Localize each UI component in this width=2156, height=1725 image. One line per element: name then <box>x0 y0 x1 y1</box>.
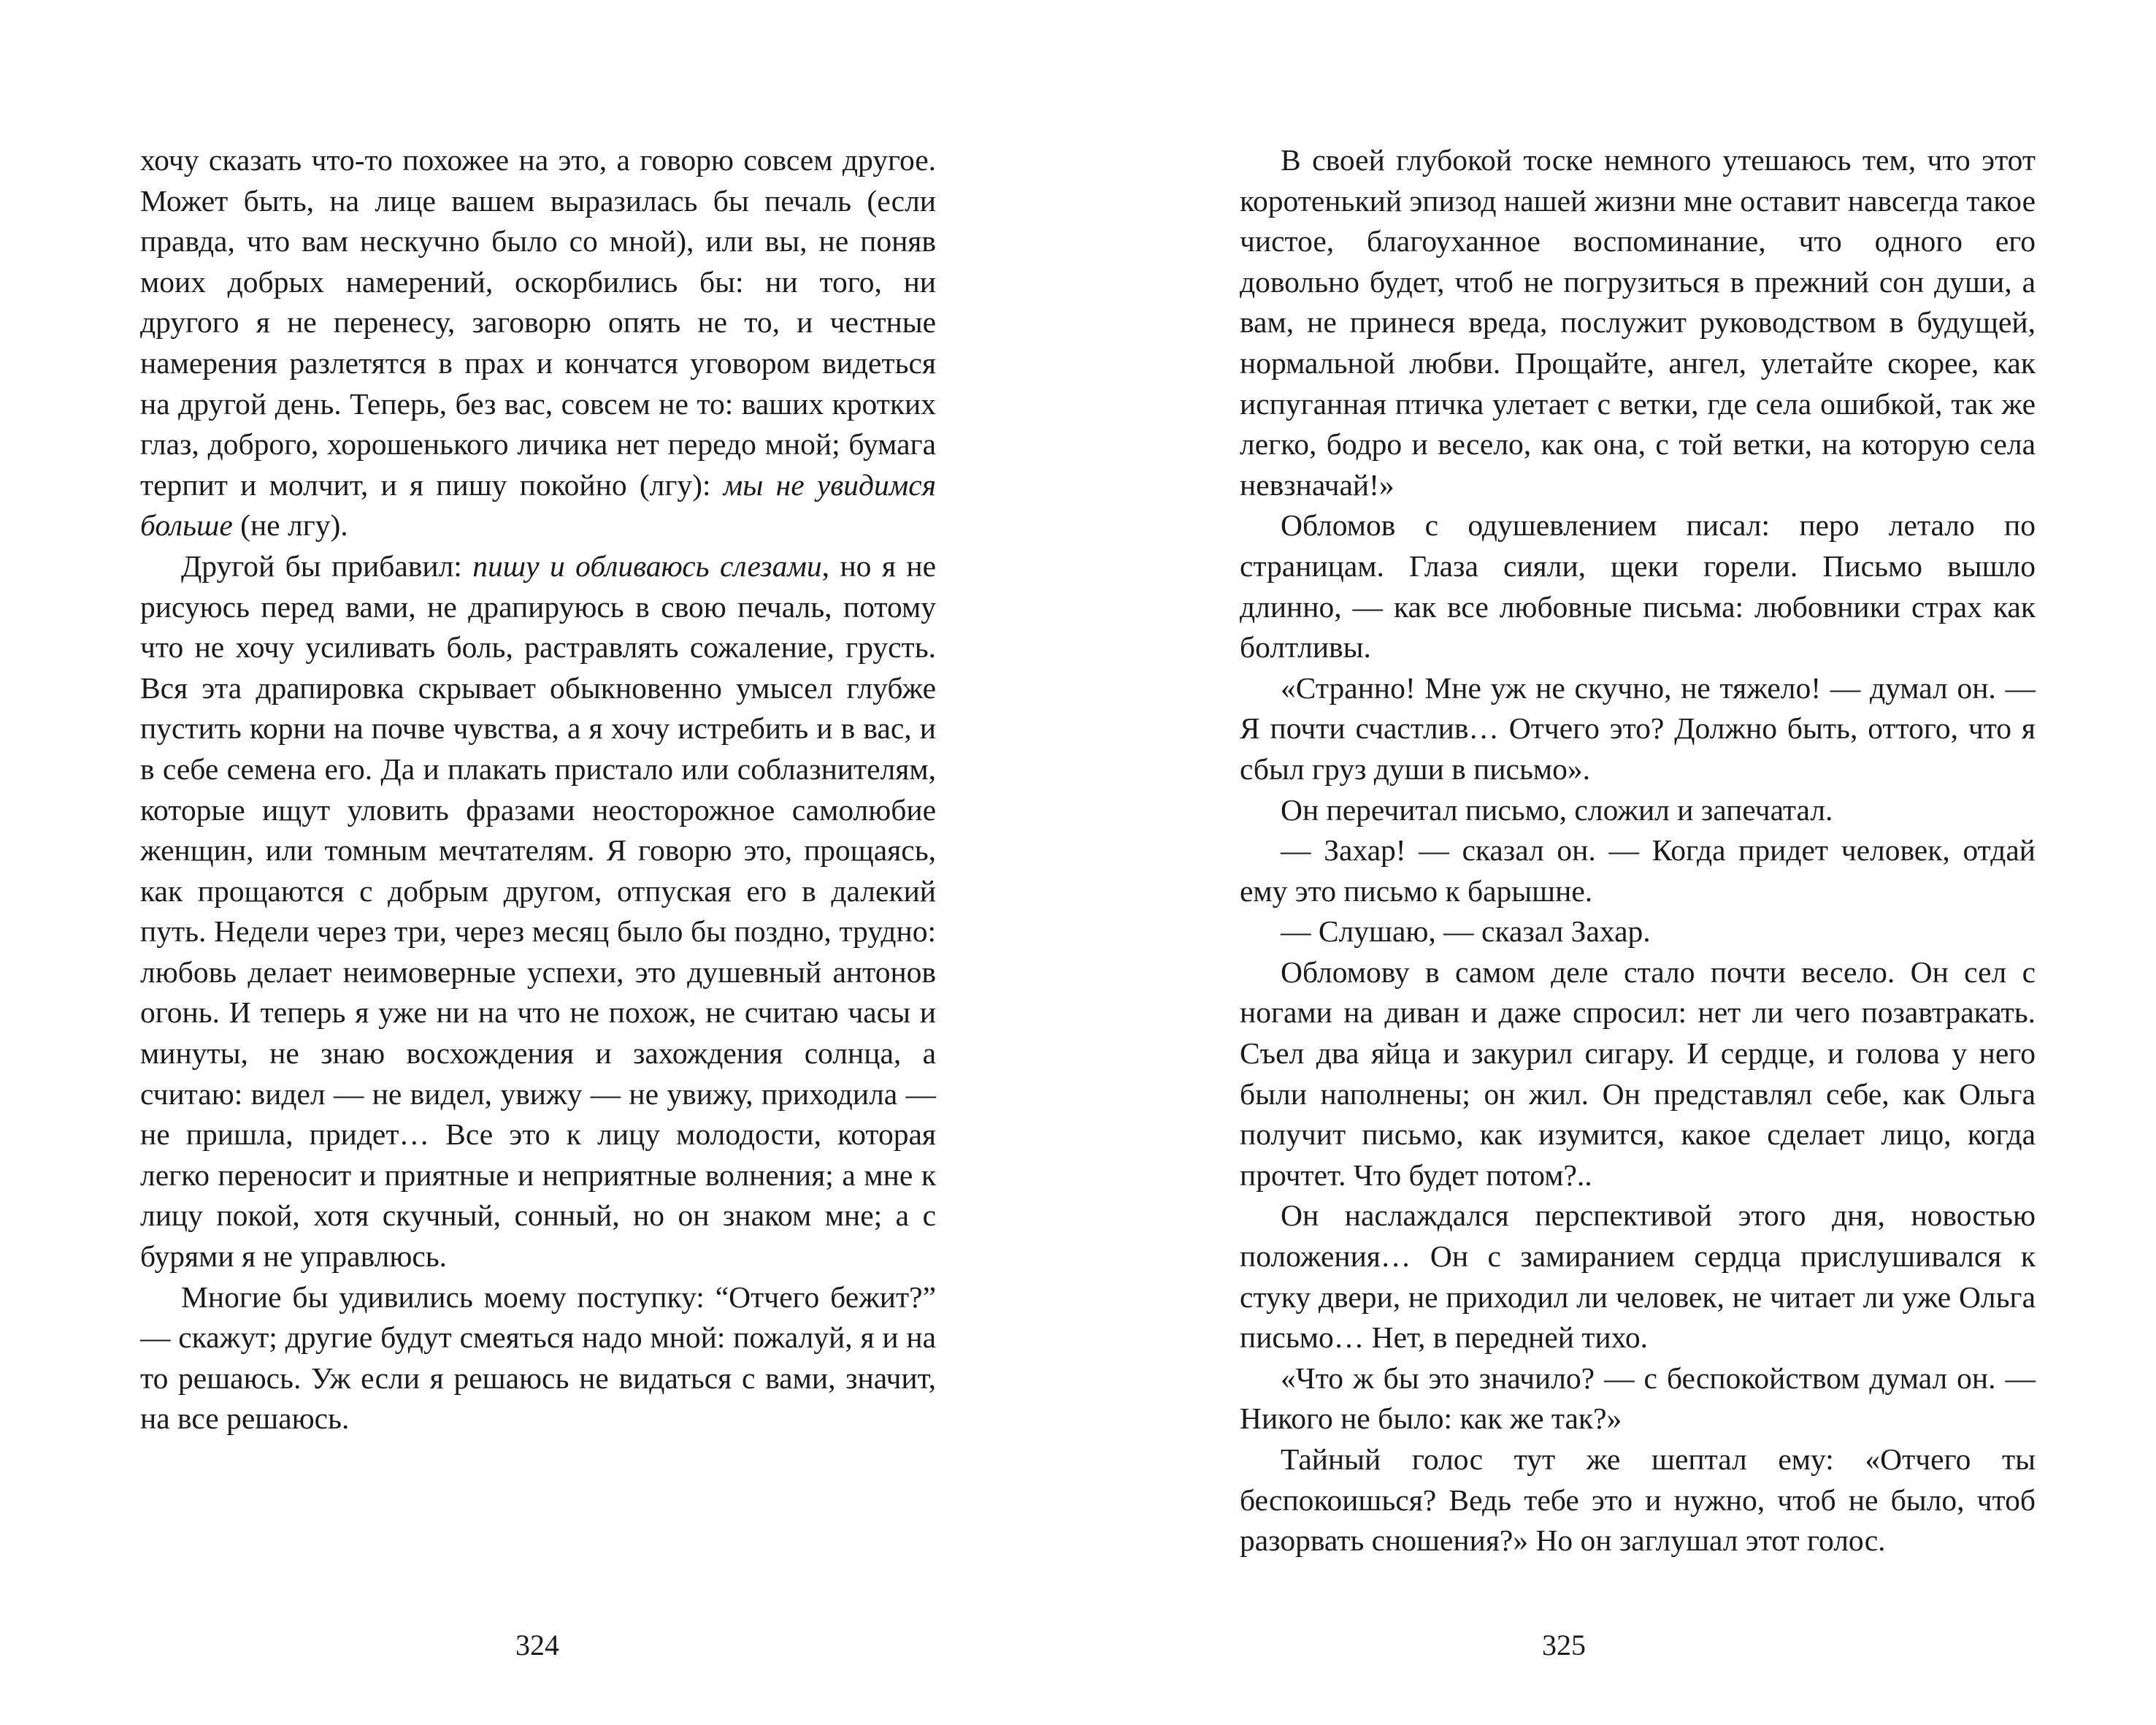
right-paragraph-3: «Странно! Мне уж не скучно, не тяжело! — думал он. — Я почти счастлив… Отчего это? Должно быть, оттого, что я сбыл груз души в письмо». <box>1240 670 2036 786</box>
italic-text-run: мы не увидимся больше <box>140 467 936 543</box>
text-run: Многие бы удивились моему поступку: “Отчего бежит?” — скажут; другие будут смеяться надо мной: пожалуй, я и на то решаюсь. Уж если я решаюсь не видаться с вами, значит, на все решаюсь. <box>140 1280 936 1436</box>
right-paragraph-8: Он наслаждался перспективой этого дня, новостью положения… Он с замиранием сердца прислушивался к стуку двери, не приходил ли человек, не читает ли уже Ольга письмо… Нет, в передней тихо. <box>1240 1198 2036 1355</box>
left-page-number: 324 <box>515 1629 559 1661</box>
right-paragraph-6: — Слушаю, — сказал Захар. <box>1281 914 1651 949</box>
italic-text-run: пишу и обливаюсь слезами <box>472 548 822 583</box>
right-page-text <box>1240 140 2036 1561</box>
right-paragraph-4: Он перечитал письмо, сложил и запечатал. <box>1281 792 1833 827</box>
right-paragraph-1: В своей глубокой тоске немного утешаюсь тем, что этот коротенький эпизод нашей жизни мне оставит навсегда такое чистое, благоуханное воспоминание, что одного его довольно будет, чтоб не погрузиться в прежний сон души, а вам, не принеся вреда, послужит руководством в будущей, нормальной любви. Прощайте, ангел, улетайте скорее, как испуганная птичка улетает с ветки, где села ошибкой, так же легко, бодро и весело, как она, с той ветки, на которую села невзначай!» <box>1240 143 2036 502</box>
text-run: Другой бы прибавил: <box>181 548 473 583</box>
left-page-text <box>140 140 936 1439</box>
right-paragraph-2: Обломов с одушевлением писал: перо летало по страницам. Глаза сияли, щеки горели. Письмо вышло длинно, — как все любовные письма: любовники страх как болтливы. <box>1240 508 2036 665</box>
left-paragraph-2 <box>140 546 936 1277</box>
right-page <box>1078 0 2156 1725</box>
text-run: (не лгу). <box>232 508 348 543</box>
right-paragraph-5: — Захар! — сказал он. — Когда придет человек, отдай ему это письмо к барышне. <box>1240 833 2036 908</box>
right-paragraph-10: Тайный голос тут же шептал ему: «Отчего ты беспокоишься? Ведь тебе это и нужно, чтоб не было, чтоб разорвать сношения?» Но он заглушал этот голос. <box>1240 1442 2036 1558</box>
left-paragraph-1 <box>140 140 936 546</box>
text-run: хочу сказать что-то похожее на это, а говорю совсем другое. Может быть, на лице вашем выразилась бы печаль (если правда, что вам нескучно было со мной), или вы, не поняв моих добрых намерений, оскорбились бы: ни того, ни другого я не перенесу, заговорю опять не то, и честные намерения разлетятся в прах и кончатся уговором видеться на другой день. Теперь, без вас, совсем не то: ваших кротких глаз, доброго, хорошенького личика нет передо мной; бумага терпит и молчит, и я пишу покойно (лгу): <box>140 143 936 502</box>
right-paragraph-7: Обломову в самом деле стало почти весело. Он сел с ногами на диван и даже спросил: нет ли чего позавтракать. Съел два яйца и закурил сигару. И сердце, и голова у него были наполнены; он жил. Он представлял себе, как Ольга получит письмо, как изумится, какое сделает лицо, когда прочтет. Что будет потом?.. <box>1240 955 2036 1192</box>
text-run: , но я не рисуюсь перед вами, не драпируюсь в свою печаль, потому что не хочу усиливать боль, растравлять сожаление, грусть. Вся эта драпировка скрывает обыкновенно умысел глубже пустить корни на почве чувства, а я хочу истребить и в вас, и в себе семена его. Да и плакать пристало или соблазнителям, которые ищут уловить фразами неосторожное самолюбие женщин, или томным мечтателям. Я говорю это, прощаясь, как прощаются с добрым другом, отпуская его в далекий путь. Недели через три, через месяц было бы поздно, трудно: любовь делает неимоверные успехи, это душевный антонов огонь. И теперь я уже ни на что не похож, не считаю часы и минуты, не знаю восхождения и захождения солнца, а считаю: видел — не видел, увижу — не увижу, приходила — не пришла, придет… Все это к лицу молодости, которая легко переносит и приятные и неприятные волнения; а мне к лицу покой, хотя скучный, сонный, но он знаком мне; а с бурями я не управлюсь. <box>140 548 937 1274</box>
right-page-number: 325 <box>1542 1629 1586 1661</box>
right-paragraph-9: «Что ж бы это значило? — с беспокойством думал он. — Никого не было: как же так?» <box>1240 1361 2036 1436</box>
left-paragraph-3 <box>140 1277 936 1439</box>
